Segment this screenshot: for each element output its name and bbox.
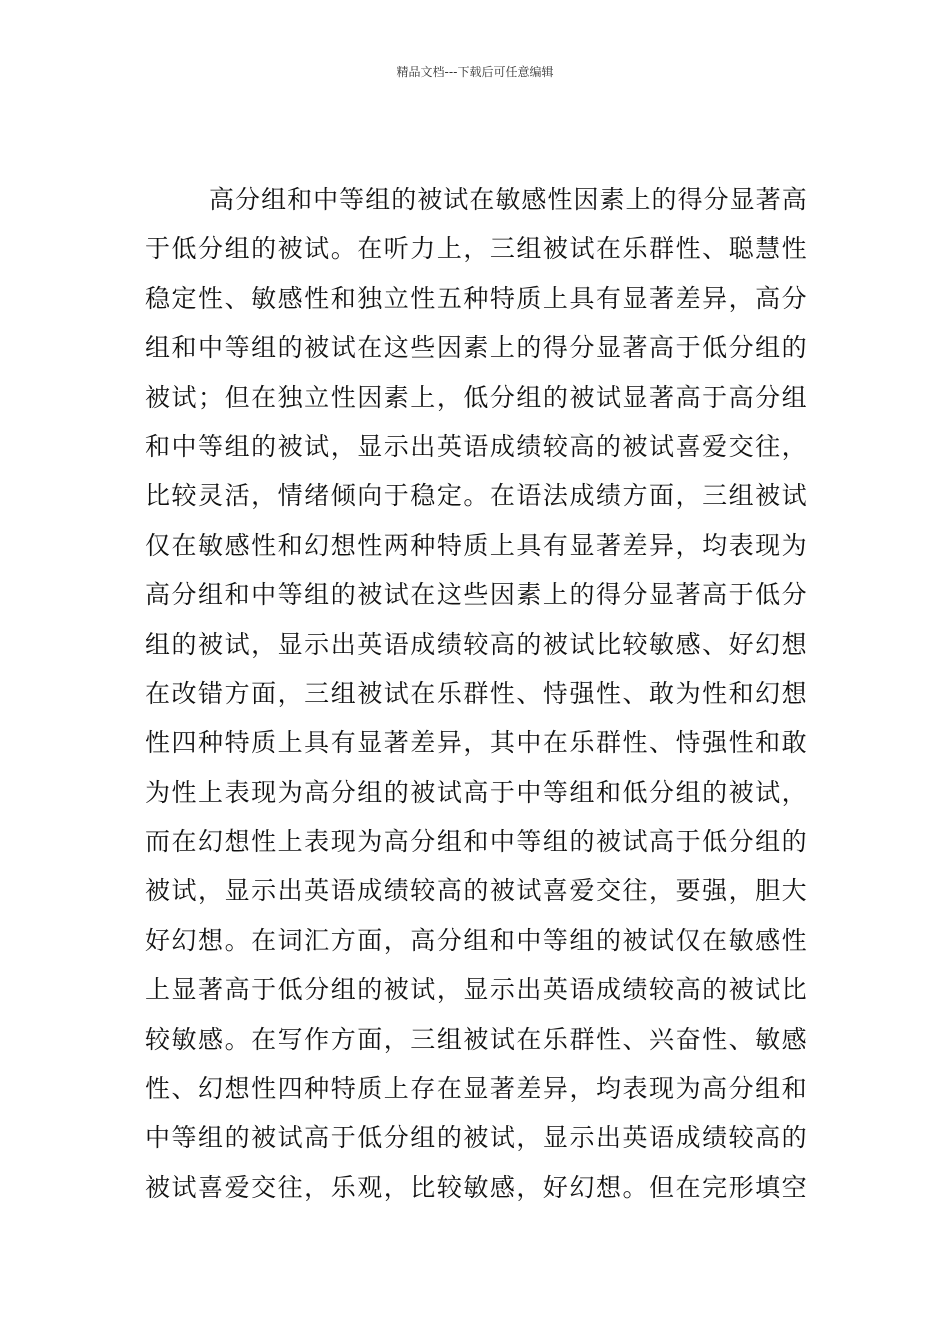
text-line: 比较灵活，情绪倾向于稳定。在语法成绩方面，三组被试 <box>145 481 807 511</box>
body-text <box>145 175 807 1212</box>
text-line: 于低分组的被试。在听力上，三组被试在乐群性、聪慧性 <box>145 234 807 264</box>
text-line: 上显著高于低分组的被试，显示出英语成绩较高的被试比 <box>145 975 807 1005</box>
text-line: 而在幻想性上表现为高分组和中等组的被试高于低分组的 <box>145 827 807 857</box>
page-header: 精品文档---下载后可任意编辑 <box>396 65 554 79</box>
text-line: 被试，显示出英语成绩较高的被试喜爱交往，要强，胆大 <box>145 876 807 906</box>
text-line: 稳定性、敏感性和独立性五种特质上具有显著差异，高分 <box>145 283 807 313</box>
text-line: 仅在敏感性和幻想性两种特质上具有显著差异，均表现为 <box>145 530 807 560</box>
text-line: 高分组和中等组的被试在敏感性因素上的得分显著高 <box>209 185 807 214</box>
text-line: 高分组和中等组的被试在这些因素上的得分显著高于低分 <box>145 580 807 610</box>
text-line: 和中等组的被试，显示出英语成绩较高的被试喜爱交往， <box>145 431 807 461</box>
text-line: 组的被试，显示出英语成绩较高的被试比较敏感、好幻想 <box>145 629 807 659</box>
text-line: 较敏感。在写作方面，三组被试在乐群性、兴奋性、敏感 <box>145 1024 807 1054</box>
text-line: 性四种特质上具有显著差异，其中在乐群性、恃强性和敢 <box>145 728 807 758</box>
text-line: 性、幻想性四种特质上存在显著差异，均表现为高分组和 <box>145 1074 807 1104</box>
text-line: 好幻想。在词汇方面，高分组和中等组的被试仅在敏感性 <box>145 925 807 955</box>
text-line: 被试喜爱交往，乐观，比较敏感，好幻想。但在完形填空 <box>145 1172 807 1202</box>
text-line: 为性上表现为高分组的被试高于中等组和低分组的被试， <box>145 777 807 807</box>
text-line: 组和中等组的被试在这些因素上的得分显著高于低分组的 <box>145 333 807 363</box>
text-line: 在改错方面，三组被试在乐群性、恃强性、敢为性和幻想 <box>145 678 807 708</box>
text-line: 中等组的被试高于低分组的被试，显示出英语成绩较高的 <box>145 1123 807 1153</box>
text-line: 被试；但在独立性因素上，低分组的被试显著高于高分组 <box>145 382 807 412</box>
